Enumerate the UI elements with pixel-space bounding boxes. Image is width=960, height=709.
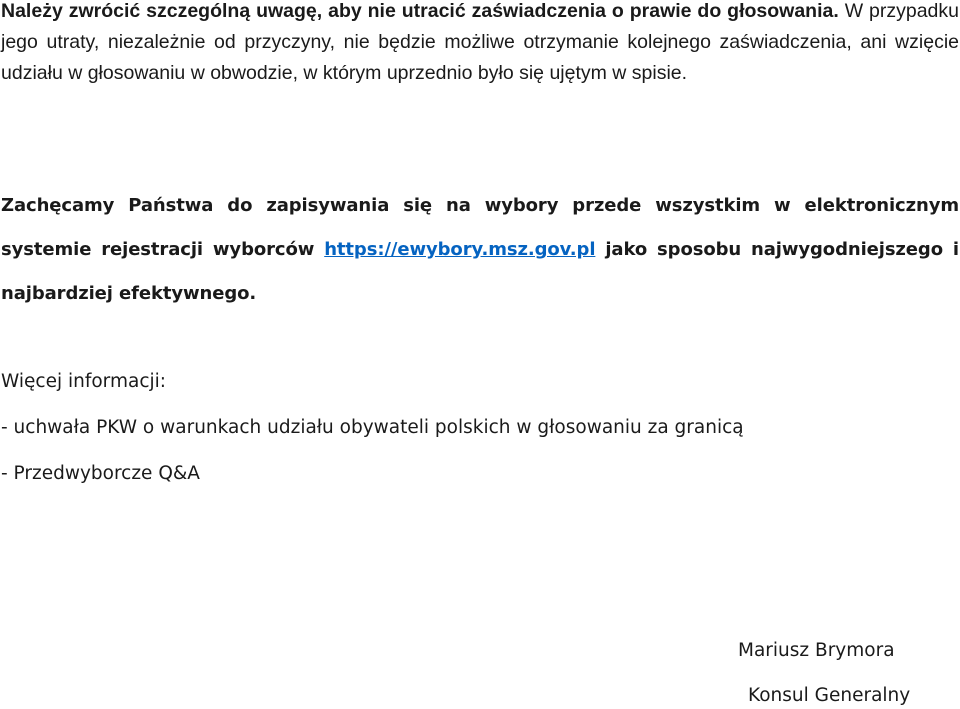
more-info-item-label: - uchwała PKW o warunkach udziału obywateli polskich w głosowaniu za granicą — [1, 417, 744, 438]
signature-name: Mariusz Brymora — [738, 640, 895, 661]
notice-bold-text: Należy zwrócić szczególną uwagę, aby nie utracić zaświadczenia o prawie do głosowania. — [1, 0, 839, 22]
more-info-heading: Więcej informacji: — [1, 371, 167, 392]
encouragement-paragraph — [1, 184, 959, 316]
more-info-item-pkw-resolution[interactable] — [1, 416, 744, 440]
encouragement-text-after: jako sposobu najwygodniejszego i najbardziej efektywnego. — [1, 239, 959, 304]
notice-rest-text: W przypadku jego utraty, niezależnie od przyczyny, nie będzie możliwe otrzymanie kolejnego zaświadczenia, ani wzięcie udziału w głosowaniu w obwodzie, w którym uprzednio było się ujętym w spisie. — [1, 0, 959, 84]
encouragement-text-before: Zachęcamy Państwa do zapisywania się na wybory przede wszystkim w elektronicznym systemie rejestracji wyborców — [1, 195, 959, 260]
more-info-item-label: - Przedwyborcze Q&A — [1, 463, 200, 484]
ewybory-link[interactable]: https://ewybory.msz.gov.pl — [324, 239, 596, 260]
signature-title: Konsul Generalny — [748, 685, 911, 706]
notice-paragraph — [1, 0, 959, 89]
more-info-item-qa[interactable] — [1, 462, 200, 486]
